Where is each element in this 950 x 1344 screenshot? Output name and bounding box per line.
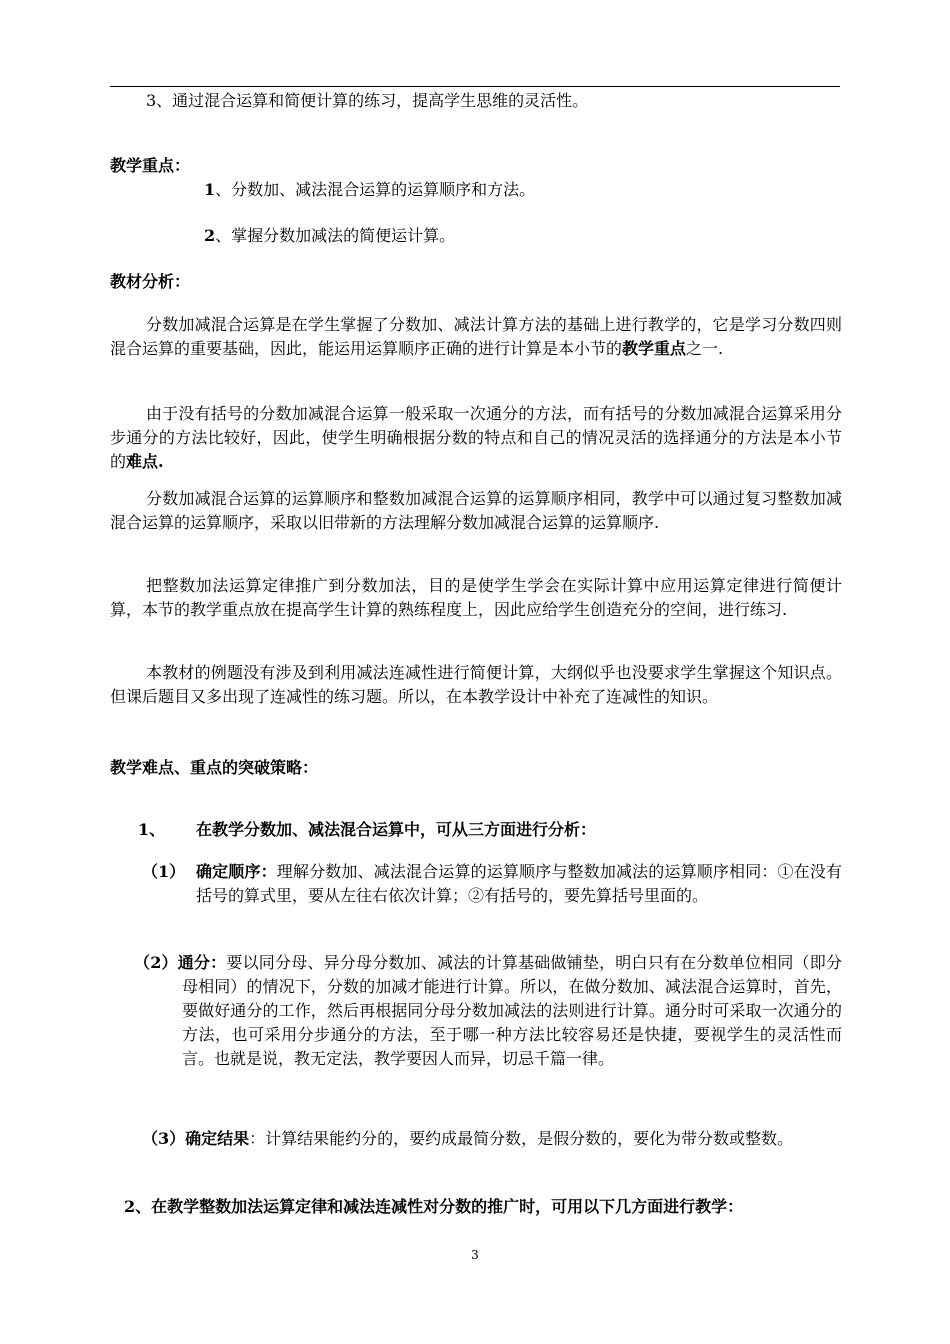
key-point-2-number: 2 [204,226,216,245]
strategy-c-text: ：计算结果能约分的，要约成最简分数，是假分数的，要化为带分数或整数。 [249,1129,794,1148]
analysis-paragraph-1 [110,313,842,361]
analysis-paragraph-2 [110,402,842,474]
strategy-1-number: 1、 [138,820,166,839]
strategy-b-text: 要以同分母、异分母分数加、减法的计算基础做铺垫，明白只有在分数单位相同（即分母相同）的情况下，分数的加减才能进行计算。所以，在做分数加、减法混合运算时，首先，要做好通分的工作，然后再根据同分母分数加减法的法则进行计算。通分时可采取一次通分的方法，也可采用分步通分的方法，至于哪一种方法比较容易还是快捷，要视学生的灵活性而言。也就是说，教无定法，教学要因人而异，切忌千篇一律。 [182,953,842,1068]
key-point-2-text: 、掌握分数加减法的简便运计算。 [215,226,456,245]
strategy-c-number: （3） [142,1129,186,1148]
analysis-paragraph-4: 把整数加法运算定律推广到分数加法，目的是使学生学会在实际计算中应用运算定律进行简便计算，本节的教学重点放在提高学生计算的熟练程度上，因此应给学生创造充分的空间，进行练习. [110,576,842,619]
strategy-heading: 教学难点、重点的突破策略： [110,758,319,777]
analysis-paragraph-3: 分数加减混合运算的运算顺序和整数加减混合运算的运算顺序相同，教学中可以通过复习整数加减混合运算的运算顺序，采取以旧带新的方法理解分数加减混合运算的运算顺序. [110,489,842,532]
strategy-c [142,1127,842,1151]
key-points-heading: 教学重点： [110,156,191,175]
strategy-b-number: （2） [134,953,178,972]
strategy-1-text: 在教学分数加、减法混合运算中，可从三方面进行分析： [196,820,597,839]
strategy-c-label: 确定结果 [185,1129,250,1148]
analysis-p2-text: 由于没有括号的分数加减混合运算一般采取一次通分的方法，而有括号的分数加减混合运算采用分步通分的方法比较好，因此，使学生明确根据分数的特点和自己的情况灵活的选择通分的方法是本小节的 [110,404,842,471]
strategy-a-text: 理解分数加、减法混合运算的运算顺序与整数加减法的运算顺序相同：①在没有括号的算式里，要从左往右依次计算；②有括号的，要先算括号里面的。 [196,862,842,905]
strategy-a-number: （1） [142,862,186,881]
strategy-2: 2、在教学整数加法运算定律和减法连减性对分数的推广时，可用以下几方面进行教学： [124,1197,744,1216]
strategy-a-label: 确定顺序： [196,862,277,881]
analysis-p1-tail: 之一. [686,339,724,358]
key-point-1-text: 、分数加、减法混合运算的运算顺序和方法。 [215,180,536,199]
key-point-1-number: 1 [204,180,216,199]
strategy-b-label: 通分： [177,953,227,972]
strategy-a [196,860,842,908]
key-point-2 [204,224,844,248]
analysis-p1-emphasis: 教学重点 [622,339,687,358]
goal-3: 3、通过混合运算和简便计算的练习，提高学生思维的灵活性。 [146,91,589,110]
page-number: 3 [471,1248,479,1262]
strategy-b [134,951,842,1071]
analysis-p1-text: 分数加减混合运算是在学生掌握了分数加、减法计算方法的基础上进行教学的，它是学习分数四则混合运算的重要基础，因此，能运用运算顺序正确的进行计算是本小节的 [110,315,842,358]
analysis-heading: 教材分析： [110,272,191,291]
analysis-p2-emphasis: 难点. [126,452,164,471]
key-point-1 [204,178,844,202]
analysis-paragraph-5: 本教材的例题没有涉及到利用减法连减性进行简便计算，大纲似乎也没要求学生掌握这个知识点。但课后题目又多出现了连减性的练习题。所以，在本教学设计中补充了连减性的知识。 [110,663,842,706]
header-rule [110,86,840,87]
